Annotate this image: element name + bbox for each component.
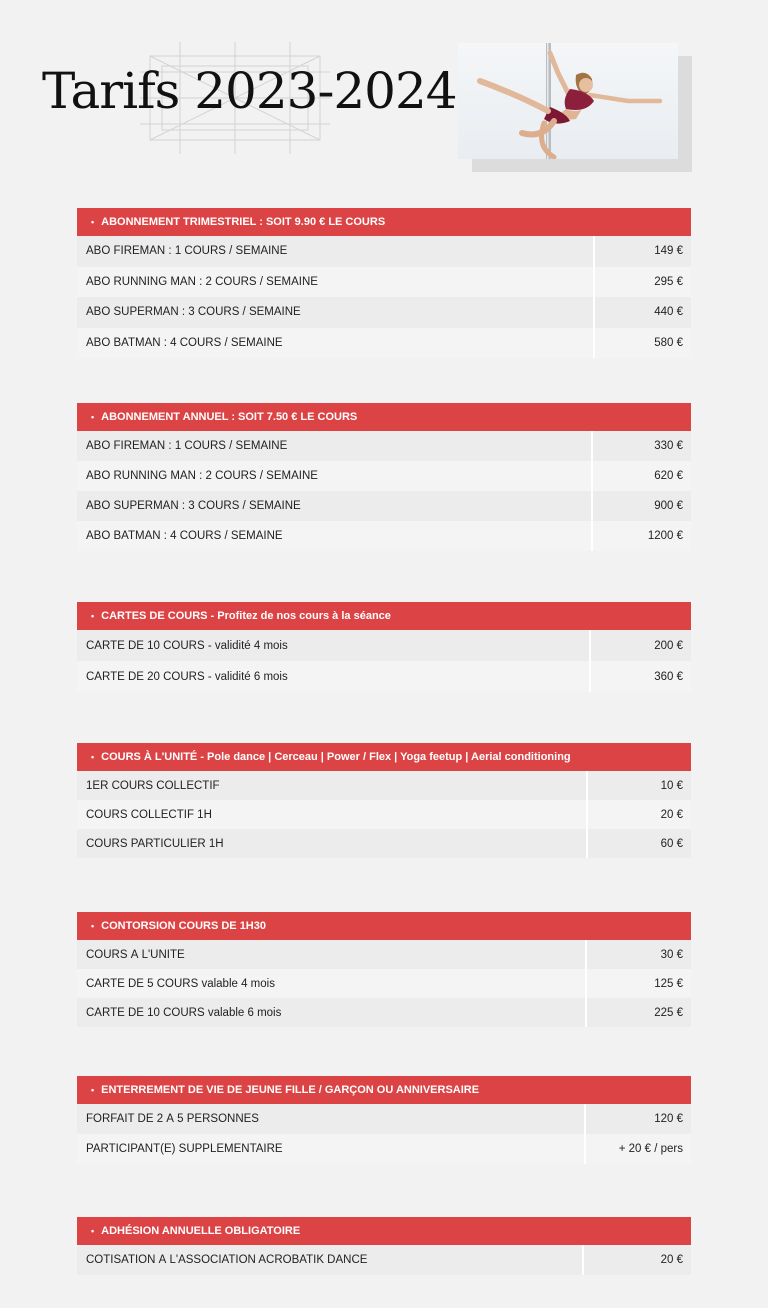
price-row-value: 1200 € — [591, 521, 691, 551]
price-row-value: 20 € — [586, 800, 691, 829]
price-row — [77, 267, 691, 298]
price-row — [77, 800, 691, 829]
price-rows — [77, 940, 691, 1027]
price-section — [77, 403, 691, 551]
price-row-value: 149 € — [593, 236, 691, 267]
price-row-label: CARTE DE 10 COURS - validité 4 mois — [86, 639, 288, 652]
bullet-icon: • — [91, 921, 95, 931]
price-row-value: 620 € — [591, 461, 691, 491]
price-row-value: 580 € — [593, 328, 691, 359]
price-row-label: ABO FIREMAN : 1 COURS / SEMAINE — [86, 245, 288, 258]
section-heading — [77, 743, 691, 771]
section-heading — [77, 1076, 691, 1104]
price-row-label: ABO RUNNING MAN : 2 COURS / SEMAINE — [86, 470, 318, 482]
price-row-label: COURS À L'UNITÉ — [86, 948, 185, 961]
section-heading-text: COURS À L'UNITÉ - Pole dance | Cerceau | Power / Flex | Yoga feetup | Aerial conditioning — [101, 751, 571, 763]
price-row — [77, 521, 691, 551]
price-row-value: 330 € — [591, 431, 691, 461]
section-heading — [77, 403, 691, 431]
price-row — [77, 491, 691, 521]
price-row-label: ABO RUNNING MAN : 2 COURS / SEMAINE — [86, 275, 318, 288]
price-rows — [77, 630, 691, 692]
price-row-label: PARTICIPANT(E) SUPPLÉMENTAIRE — [86, 1143, 283, 1155]
price-row-label: COTISATION À L'ASSOCIATION ACROBATIK DANCE — [86, 1254, 368, 1266]
price-row — [77, 236, 691, 267]
bullet-icon: • — [91, 1226, 95, 1236]
price-row-label: 1ER COURS COLLECTIF — [86, 779, 220, 792]
price-row — [77, 461, 691, 491]
price-row — [77, 940, 691, 969]
price-row-value: 10 € — [586, 771, 691, 800]
pole-dancer-icon — [458, 43, 678, 159]
price-row-value: 125 € — [585, 969, 691, 998]
price-row-value: 60 € — [586, 829, 691, 858]
price-row-label: ABO SUPERMAN : 3 COURS / SEMAINE — [86, 500, 301, 512]
price-row-label: COURS PARTICULIER 1H — [86, 837, 224, 850]
price-row — [77, 297, 691, 328]
price-row-value: 30 € — [585, 940, 691, 969]
price-rows — [77, 1245, 691, 1275]
price-rows — [77, 771, 691, 858]
price-row — [77, 661, 691, 692]
price-row — [77, 328, 691, 359]
section-heading — [77, 912, 691, 940]
price-row — [77, 829, 691, 858]
page-header — [0, 0, 768, 190]
section-heading — [77, 208, 691, 236]
price-section — [77, 1076, 691, 1164]
price-row — [77, 431, 691, 461]
price-row — [77, 771, 691, 800]
price-row-value: 440 € — [593, 297, 691, 328]
price-row-label: FORFAIT DE 2 À 5 PERSONNES — [86, 1113, 259, 1125]
bullet-icon: • — [91, 752, 95, 762]
price-section — [77, 208, 691, 358]
bullet-icon: • — [91, 217, 95, 227]
price-row-value: 295 € — [593, 267, 691, 298]
price-rows — [77, 431, 691, 551]
bullet-icon: • — [91, 412, 95, 422]
price-row — [77, 998, 691, 1027]
price-row-label: ABO SUPERMAN : 3 COURS / SEMAINE — [86, 306, 301, 319]
price-section — [77, 602, 691, 692]
bullet-icon: • — [91, 611, 95, 621]
section-heading-text: ABONNEMENT TRIMESTRIEL : SOIT 9.90 € LE COURS — [101, 216, 386, 228]
price-row-value: 360 € — [589, 661, 691, 692]
price-row — [77, 1245, 691, 1275]
price-row — [77, 969, 691, 998]
section-heading-text: ADHÉSION ANNUELLE OBLIGATOIRE — [101, 1225, 301, 1237]
price-section — [77, 743, 691, 858]
section-heading-text: ENTERREMENT DE VIE DE JEUNE FILLE / GARÇON OU ANNIVERSAIRE — [101, 1084, 480, 1096]
price-row-label: COURS COLLECTIF 1H — [86, 808, 212, 821]
price-section — [77, 1217, 691, 1275]
section-heading-text: CONTORSION COURS DE 1H30 — [101, 920, 266, 932]
section-heading-text: ABONNEMENT ANNUEL : SOIT 7.50 € LE COURS — [101, 411, 358, 423]
price-row-value: 200 € — [589, 630, 691, 661]
section-heading — [77, 602, 691, 630]
price-rows — [77, 236, 691, 358]
bullet-icon: • — [91, 1085, 95, 1095]
price-row-label: ABO FIREMAN : 1 COURS / SEMAINE — [86, 440, 288, 452]
price-row — [77, 630, 691, 661]
price-row — [77, 1104, 691, 1134]
section-heading-text: CARTES DE COURS - Profitez de nos cours à la séance — [101, 610, 391, 622]
price-row-value: 225 € — [585, 998, 691, 1027]
price-row — [77, 1134, 691, 1164]
page-title: Tarifs 2023-2024 — [42, 62, 457, 120]
price-row-value: 900 € — [591, 491, 691, 521]
price-rows — [77, 1104, 691, 1164]
section-heading — [77, 1217, 691, 1245]
price-row-label: CARTE DE 5 COURS valable 4 mois — [86, 977, 275, 990]
price-row-label: CARTE DE 20 COURS - validité 6 mois — [86, 670, 288, 683]
price-row-value: 20 € — [582, 1245, 691, 1275]
price-row-label: ABO BATMAN : 4 COURS / SEMAINE — [86, 336, 283, 349]
price-section — [77, 912, 691, 1027]
price-row-label: ABO BATMAN : 4 COURS / SEMAINE — [86, 530, 283, 542]
pole-dancer-photo — [458, 43, 678, 159]
price-row-label: CARTE DE 10 COURS valable 6 mois — [86, 1006, 282, 1019]
price-row-value: + 20 € / pers — [584, 1134, 691, 1164]
price-row-value: 120 € — [584, 1104, 691, 1134]
